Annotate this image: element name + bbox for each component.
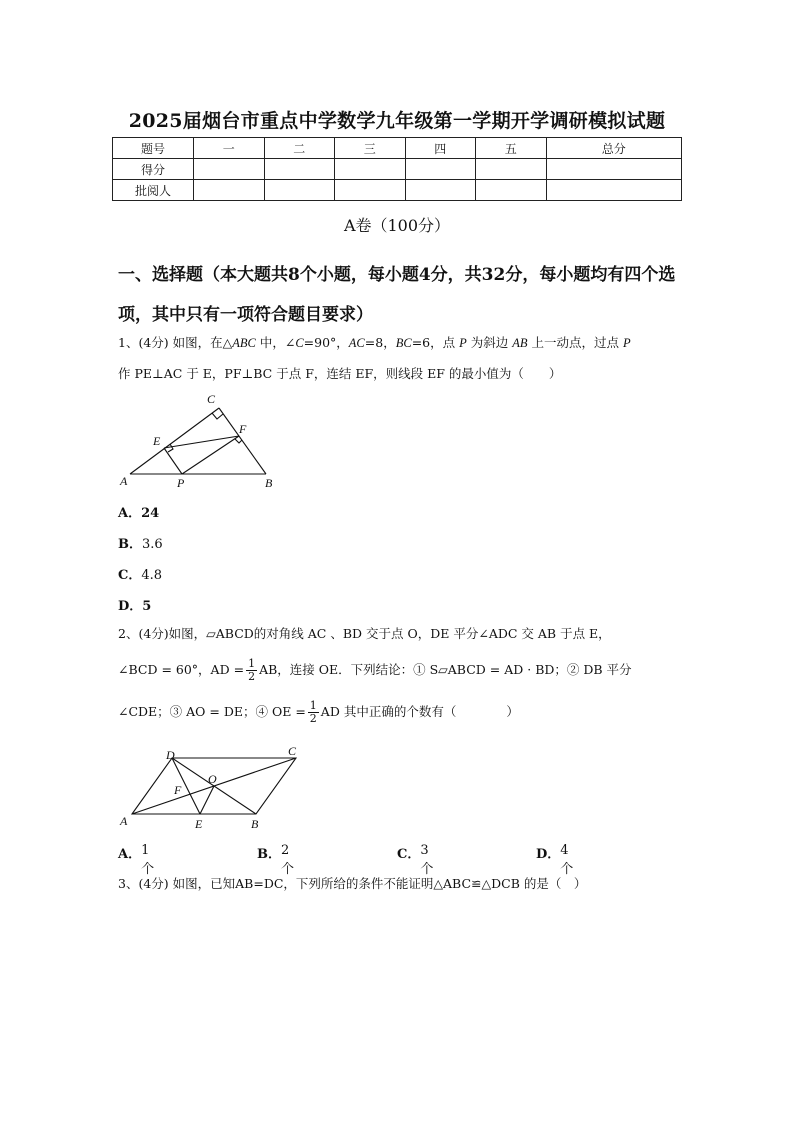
score-table-row: [113, 180, 682, 201]
q1-var: P: [459, 336, 467, 350]
q1-right-angle-c: [212, 413, 223, 419]
q1-line1: [118, 329, 688, 357]
score-cell[interactable]: [476, 159, 547, 180]
q1-label-f: F: [239, 422, 247, 436]
page-title: 2025届烟台市重点中学数学九年级第一学期开学调研模拟试题: [128, 110, 666, 132]
q1-var: C: [295, 336, 304, 350]
q2-text: ∠CDE；③ AO = DE；④ OE =: [118, 704, 306, 719]
q3-text: 3、(4分) 如图，已知AB=DC，下列所给的条件不能证明△ABC≌△DCB 的是（ ）: [118, 876, 587, 891]
score-table-header-cell: 总分: [546, 138, 682, 159]
score-table-header-cell: 五: [476, 138, 547, 159]
q1-text: 中，∠: [255, 335, 296, 350]
q2-line1: 2、(4分)如图，▱ABCD的对角线 AC 、BD 交于点 O，DE 平分∠ADC 交 AB 于点 E，: [118, 626, 611, 641]
score-cell[interactable]: [194, 180, 265, 201]
q2-label-o: O: [208, 772, 217, 786]
q2-line2: [118, 656, 688, 684]
score-table-header-cell: 题号: [113, 138, 194, 159]
score-cell[interactable]: [264, 180, 335, 201]
q1-label-p: P: [177, 476, 185, 490]
score-cell[interactable]: [546, 159, 682, 180]
q2-fraction-half: $\frac{1}{2}$: [309, 699, 317, 725]
q1-text: =90°，: [303, 335, 349, 350]
score-row-label: 批阅人: [113, 180, 194, 201]
q1-text: =8，: [364, 335, 396, 350]
q2-line3: [118, 698, 688, 726]
part1-heading: 一、选择题（本大题共8个小题，每小题4分，共32分，每小题均有四个选项，其中只有一项符合题目要求）: [118, 265, 676, 325]
q2-fraction-half: $\frac{1}{2}$: [248, 657, 256, 683]
q1-label-e: E: [153, 434, 161, 448]
q2-figure: [118, 742, 308, 834]
q2-text: AD 其中正确的个数有（ ）: [320, 704, 519, 719]
q1-text: 为斜边: [466, 335, 513, 350]
score-table-header-cell: 四: [405, 138, 476, 159]
score-table-row: [113, 159, 682, 180]
score-table-header-cell: 一: [194, 138, 265, 159]
q2-label-b: B: [251, 817, 259, 831]
q2-option-d[interactable]: D． 4个: [536, 843, 574, 877]
q2-option-a[interactable]: A． 1个: [118, 843, 155, 877]
q1-label-c: C: [207, 392, 216, 406]
score-table-header-cell: 三: [335, 138, 406, 159]
section-a-heading: A卷（100分）: [343, 216, 451, 235]
score-cell[interactable]: [194, 159, 265, 180]
score-cell[interactable]: [476, 180, 547, 201]
score-cell[interactable]: [405, 159, 476, 180]
score-cell[interactable]: [335, 159, 406, 180]
q2-label-a: A: [120, 814, 128, 828]
q1-segment-bc: [219, 408, 266, 474]
score-row-label: 得分: [113, 159, 194, 180]
q1-label-a: A: [120, 474, 128, 488]
score-table: [112, 137, 682, 201]
q2-option-b[interactable]: B． 2个: [257, 843, 295, 877]
q1-var: P: [622, 336, 631, 350]
q1-var: ABC: [232, 336, 256, 350]
q2-label-d: D: [166, 748, 175, 762]
score-cell[interactable]: [264, 159, 335, 180]
score-table-header-row: [113, 138, 682, 159]
q1-line2: 作 PE⊥AC 于 E，PF⊥BC 于点 F，连结 EF，则线段 EF 的最小值为（ ）: [118, 366, 562, 381]
q1-option-a[interactable]: A．24: [118, 506, 160, 521]
score-cell[interactable]: [335, 180, 406, 201]
score-table-header-cell: 二: [264, 138, 335, 159]
q1-text: 1、(4分) 如图，在△: [118, 335, 233, 350]
q2-text: AB，连接 OE．下列结论：① S▱ABCD = AD · BD；② DB 平分: [259, 662, 632, 677]
q1-option-c[interactable]: C．4.8: [118, 568, 163, 583]
q1-text: =6，点: [411, 335, 460, 350]
q2-label-e: E: [195, 817, 203, 831]
q2-option-c[interactable]: C． 3个: [397, 843, 434, 877]
q1-segment-pf: [182, 436, 239, 474]
score-cell[interactable]: [405, 180, 476, 201]
q1-text: 上一动点，过点: [527, 335, 623, 350]
q1-var: BC: [395, 336, 412, 350]
q2-label-f: F: [174, 783, 182, 797]
q1-segment-pe: [164, 448, 182, 474]
score-cell[interactable]: [546, 180, 682, 201]
q1-var: AC: [348, 336, 365, 350]
q1-option-b[interactable]: B．3.6: [118, 537, 163, 552]
q2-text: ∠BCD = 60°，AD =: [118, 662, 245, 677]
q1-option-d[interactable]: D．5: [118, 599, 152, 614]
q1-figure: [118, 388, 283, 490]
q1-label-b: B: [265, 476, 273, 490]
q2-label-c: C: [288, 744, 297, 758]
q1-segment-ef: [164, 436, 239, 448]
q1-var: AB: [512, 336, 528, 350]
